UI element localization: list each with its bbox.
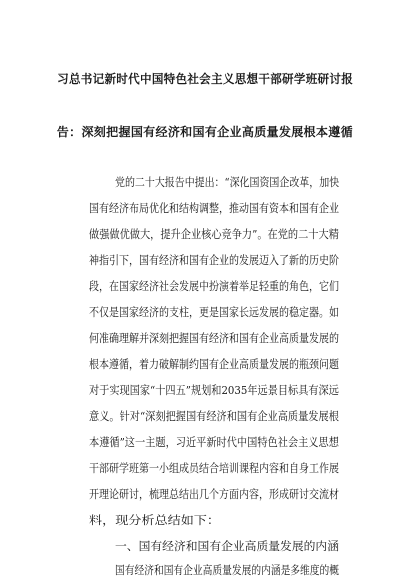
document-body (89, 0, 339, 580)
body-line: 料，现分析总结如下： (89, 513, 221, 527)
section-heading: 一、国有经济和国有企业高质量发展的内涵 (115, 539, 340, 553)
body-line: 党的二十大报告中提出：“深化国资国企改革，加快 (115, 175, 340, 189)
body-line: 干部研学班第一小组成员结合培训课程内容和自身工作展 (89, 461, 340, 475)
body-line: 意义。针对“深刻把握国有经济和国有企业高质量发展根 (89, 409, 339, 423)
body-line: 本遵循”这一主题，习近平新时代中国特色社会主义思想 (89, 435, 339, 449)
body-line: 不仅是国家经济的支柱，更是国家长远发展的稳定器。如 (89, 305, 340, 319)
body-line: 何准确理解并深刻把握国有经济和国有企业高质量发展的 (89, 331, 340, 345)
body-line: 开理论研讨，梳理总结出几个方面内容，形成研讨交流材 (89, 487, 340, 501)
body-line: 国有经济布局优化和结构调整，推动国有资本和国有企业 (89, 201, 340, 215)
document-title-line-2: 告：深刻把握国有经济和国有企业高质量发展根本遵循 (56, 125, 354, 139)
body-line: 国有经济和国有企业高质量发展的内涵是多维度的概 (115, 563, 340, 577)
body-line: 段，在国家经济社会发展中扮演着举足轻重的角色，它们 (89, 279, 340, 293)
body-line: 神指引下，国有经济和国有企业的发展迈入了新的历史阶 (89, 253, 340, 267)
document-title-line-1: 习总书记新时代中国特色社会主义思想干部研学班研讨报 (57, 72, 353, 86)
body-line: 根本遵循，着力破解制约国有企业高质量发展的瓶颈问题 (89, 357, 340, 371)
body-line: 做强做优做大，提升企业核心竞争力”。在党的二十大精 (89, 227, 339, 241)
body-line: 对于实现国家“十四五”规划和2035年远景目标具有深远 (89, 383, 339, 397)
